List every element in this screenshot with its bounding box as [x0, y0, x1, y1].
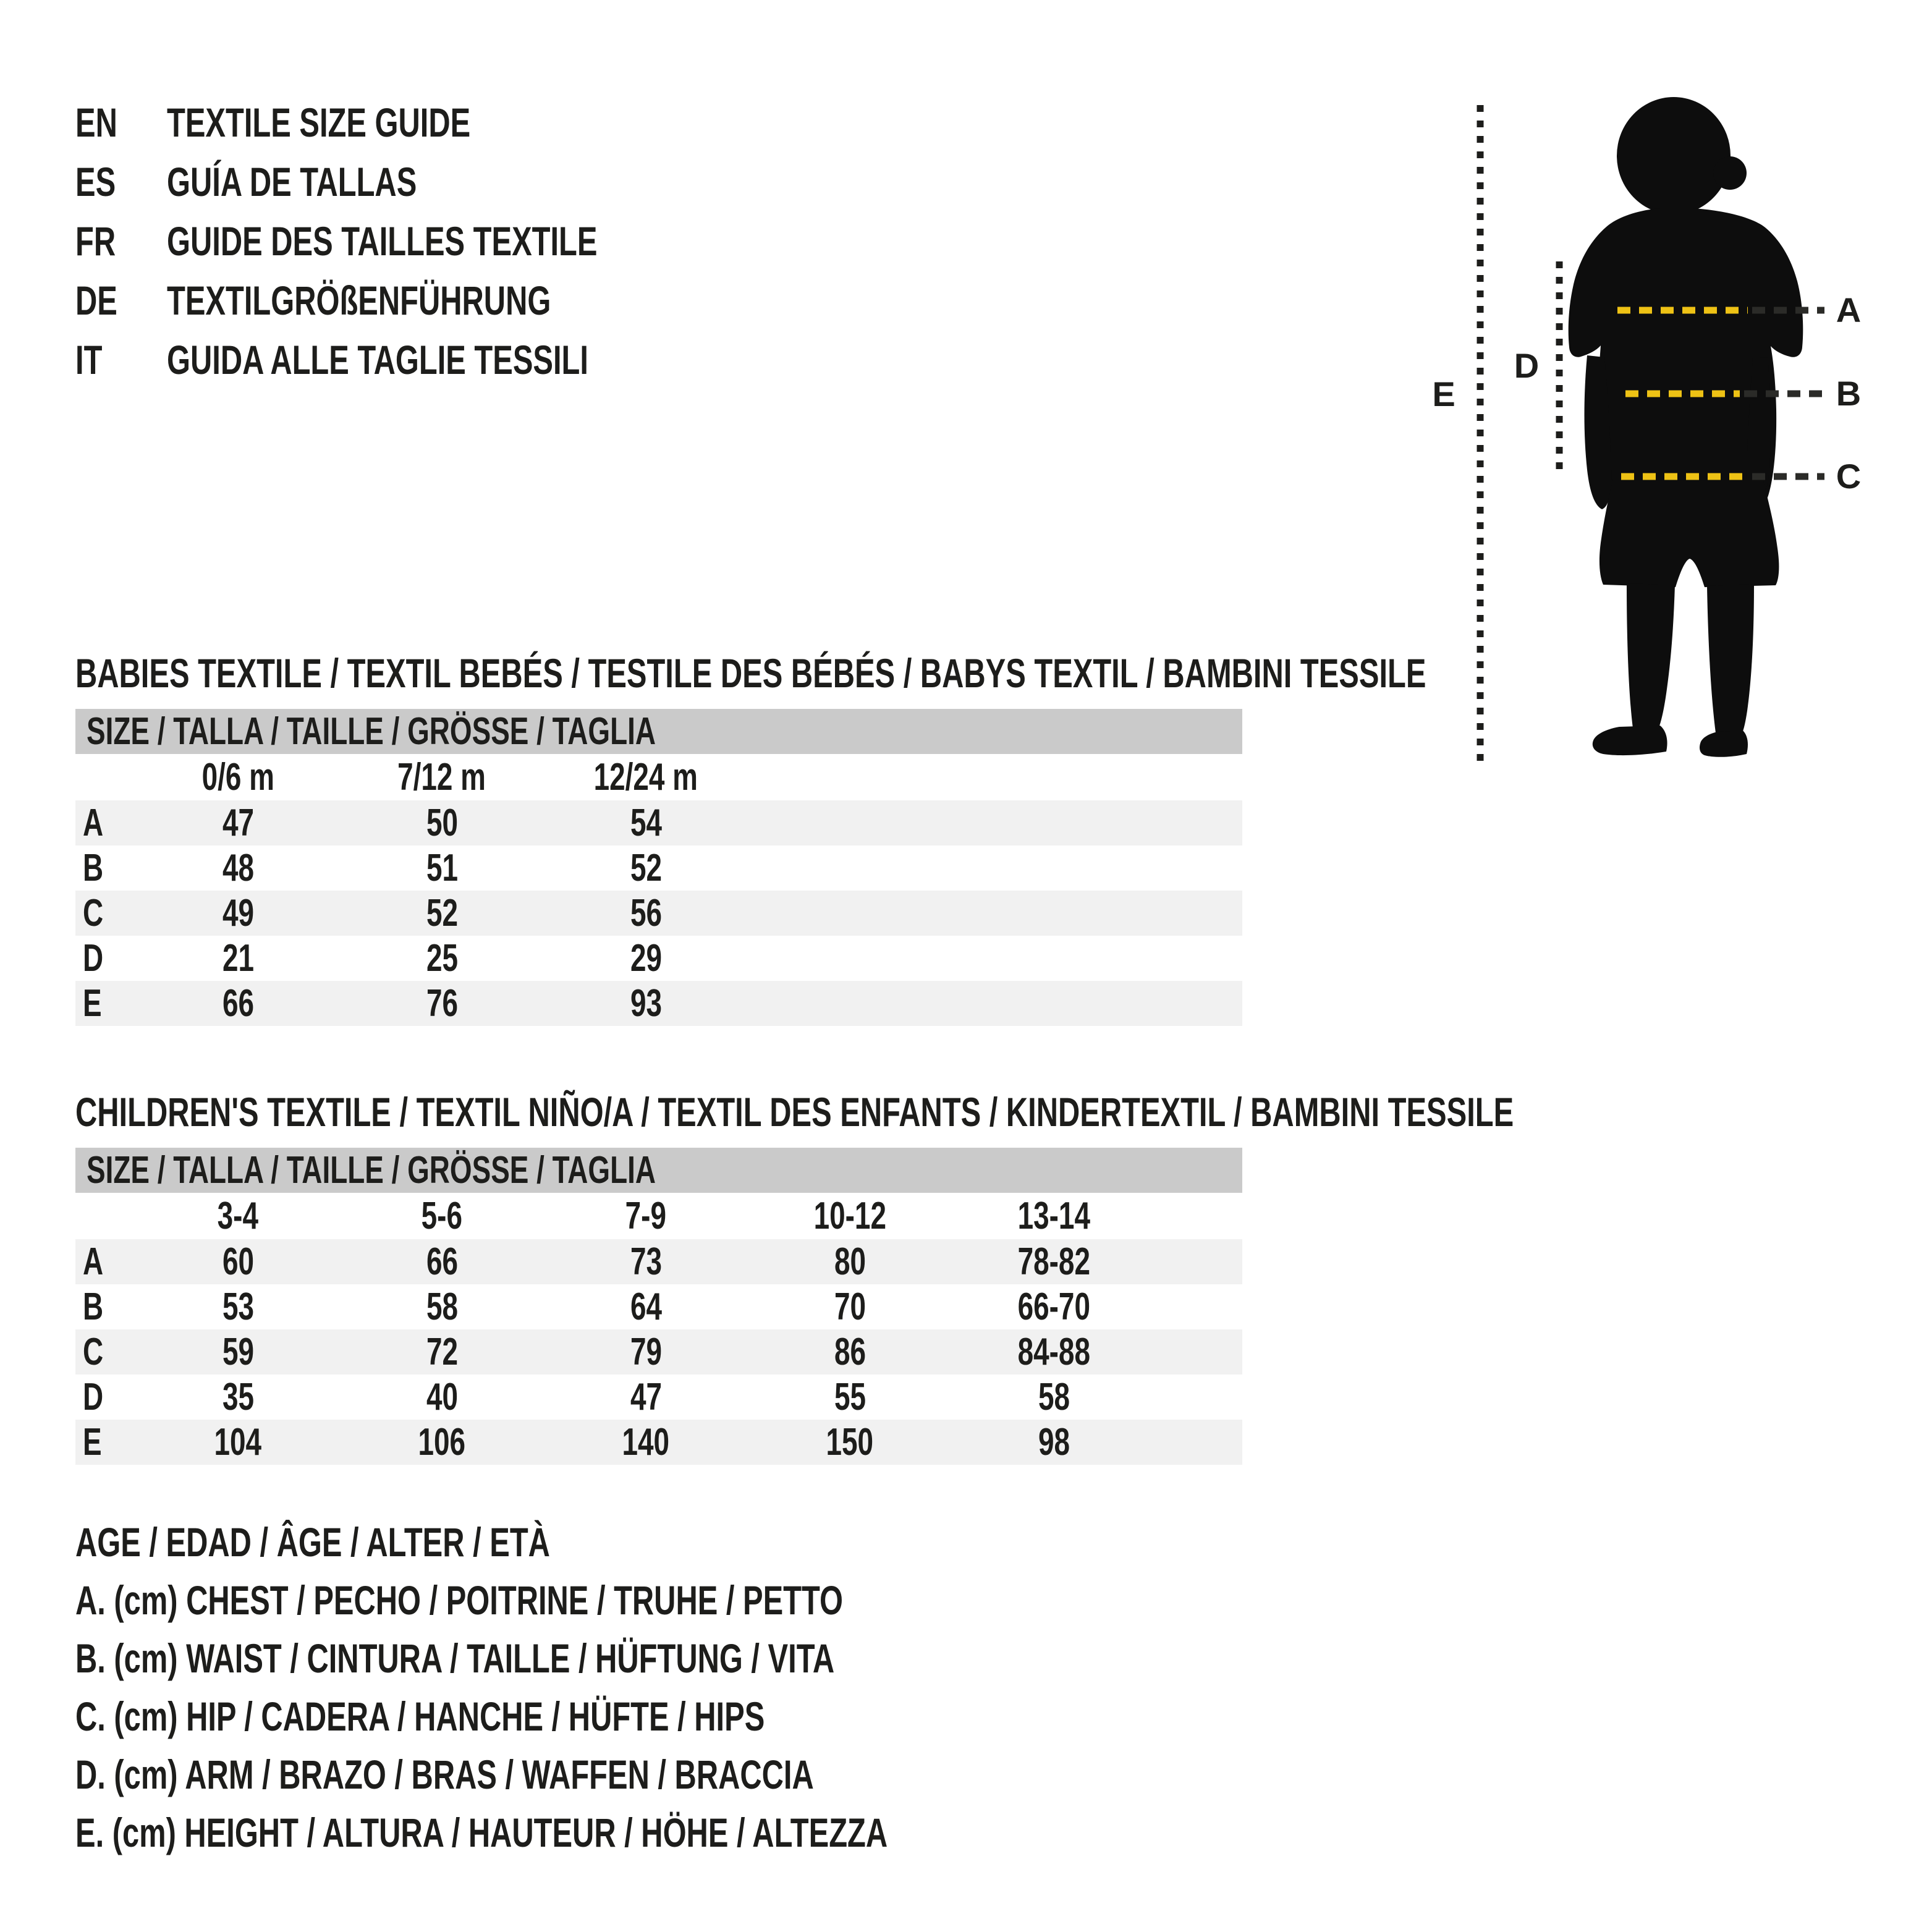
children-col-7-9: 7-9	[625, 1195, 667, 1237]
cell-value: 66	[426, 1240, 458, 1283]
children-column-header-row	[75, 1193, 1242, 1239]
table-row	[75, 1420, 1242, 1465]
cell-value: 64	[630, 1286, 662, 1328]
cell-value: 60	[222, 1240, 254, 1283]
cell-value: 93	[630, 982, 662, 1025]
cell-value: 52	[630, 847, 662, 889]
figure-label-b: B	[1836, 374, 1862, 413]
row-label: B	[83, 847, 104, 889]
children-size-table	[75, 1148, 1242, 1465]
legend-age-text: AGE / EDAD / ÂGE / ALTER / ETÀ	[75, 1519, 550, 1565]
babies-col-0-6m: 0/6 m	[201, 756, 274, 799]
children-col-13-14: 13-14	[1017, 1195, 1090, 1237]
row-label: E	[83, 982, 102, 1025]
cell-value: 80	[834, 1240, 866, 1283]
babies-column-header-row	[75, 754, 1242, 800]
table-row	[75, 981, 1242, 1026]
row-label: B	[83, 1286, 104, 1328]
cell-value: 47	[222, 802, 254, 844]
babies-size-header-bar	[75, 709, 1242, 754]
figure-label-c: C	[1836, 457, 1862, 496]
row-label: A	[83, 802, 104, 844]
cell-value: 35	[222, 1376, 254, 1418]
table-row	[75, 1375, 1242, 1420]
cell-value: 86	[834, 1331, 866, 1373]
cell-value: 70	[834, 1286, 866, 1328]
cell-value: 21	[222, 937, 254, 980]
table-row	[75, 1329, 1242, 1375]
language-title-list	[75, 93, 748, 389]
legend-waist-text: B. (cm) WAIST / CINTURA / TAILLE / HÜFTUNG / VITA	[75, 1635, 835, 1681]
figure-label-d: D	[1514, 346, 1540, 385]
lang-code-fr: FR	[75, 218, 116, 264]
cell-value: 54	[630, 802, 662, 844]
children-size-header-bar	[75, 1148, 1242, 1193]
cell-value: 52	[426, 892, 458, 934]
table-row	[75, 845, 1242, 891]
lang-code-de: DE	[75, 278, 117, 323]
cell-value: 59	[222, 1331, 254, 1373]
lang-title-en: TEXTILE SIZE GUIDE	[167, 100, 471, 145]
figure-label-e: E	[1432, 375, 1455, 413]
cell-value: 55	[834, 1376, 866, 1418]
children-col-3-4: 3-4	[217, 1195, 259, 1237]
cell-value: 79	[630, 1331, 662, 1373]
cell-value: 25	[426, 937, 458, 980]
children-section-title-text: CHILDREN'S TEXTILE / TEXTIL NIÑO/A / TEXTIL DES ENFANTS / KINDERTEXTIL / BAMBINI TESSILE	[75, 1089, 1514, 1135]
lang-row-es	[75, 152, 748, 211]
table-row	[75, 1284, 1242, 1329]
legend-hip-text: C. (cm) HIP / CADERA / HANCHE / HÜFTE / HIPS	[75, 1693, 765, 1739]
cell-value: 78-82	[1017, 1240, 1090, 1283]
cell-value: 98	[1038, 1421, 1070, 1464]
measurement-legend	[75, 1513, 1173, 1862]
row-label: D	[83, 1376, 104, 1418]
legend-age-line	[75, 1513, 1173, 1571]
table-row	[75, 936, 1242, 981]
lang-title-it: GUIDA ALLE TAGLIE TESSILI	[167, 337, 588, 383]
cell-value: 106	[418, 1421, 466, 1464]
row-label: A	[83, 1240, 104, 1283]
cell-value: 50	[426, 802, 458, 844]
lang-title-fr: GUIDE DES TAILLES TEXTILE	[167, 218, 598, 264]
legend-chest-text: A. (cm) CHEST / PECHO / POITRINE / TRUHE / PETTO	[75, 1577, 843, 1623]
legend-height-text: E. (cm) HEIGHT / ALTURA / HAUTEUR / HÖHE / ALTEZZA	[75, 1810, 888, 1855]
legend-chest-line	[75, 1571, 1173, 1629]
cell-value: 76	[426, 982, 458, 1025]
cell-value: 73	[630, 1240, 662, 1283]
lang-row-fr	[75, 211, 748, 271]
cell-value: 29	[630, 937, 662, 980]
figure-label-a: A	[1836, 290, 1862, 329]
legend-arm-line	[75, 1745, 1173, 1803]
lang-code-es: ES	[75, 159, 116, 205]
cell-value: 49	[222, 892, 254, 934]
legend-arm-text: D. (cm) ARM / BRAZO / BRAS / WAFFEN / BRACCIA	[75, 1752, 814, 1797]
cell-value: 150	[826, 1421, 874, 1464]
cell-value: 140	[622, 1421, 670, 1464]
children-section-title	[75, 1089, 1932, 1135]
cell-value: 47	[630, 1376, 662, 1418]
cell-value: 104	[214, 1421, 262, 1464]
children-col-5-6: 5-6	[421, 1195, 463, 1237]
lang-title-es: GUÍA DE TALLAS	[167, 159, 417, 205]
cell-value: 58	[426, 1286, 458, 1328]
babies-col-7-12m: 7/12 m	[397, 756, 486, 799]
babies-section-title	[75, 650, 1900, 696]
lang-code-it: IT	[75, 337, 103, 383]
lang-title-de: TEXTILGRÖßENFÜHRUNG	[167, 278, 551, 323]
legend-height-line	[75, 1803, 1173, 1862]
cell-value: 72	[426, 1331, 458, 1373]
babies-col-12-24m: 12/24 m	[593, 756, 698, 799]
row-label: C	[83, 892, 104, 934]
table-row	[75, 800, 1242, 845]
lang-row-it	[75, 330, 748, 389]
cell-value: 66	[222, 982, 254, 1025]
babies-size-table	[75, 709, 1242, 1026]
legend-waist-line	[75, 1629, 1173, 1687]
children-size-header-text: SIZE / TALLA / TAILLE / GRÖSSE / TAGLIA	[87, 1149, 656, 1192]
cell-value: 51	[426, 847, 458, 889]
babies-section-title-text: BABIES TEXTILE / TEXTIL BEBÉS / TESTILE DES BÉBÉS / BABYS TEXTIL / BAMBINI TESSILE	[75, 650, 1426, 696]
babies-size-header-text: SIZE / TALLA / TAILLE / GRÖSSE / TAGLIA	[87, 710, 656, 753]
legend-hip-line	[75, 1687, 1173, 1745]
cell-value: 40	[426, 1376, 458, 1418]
cell-value: 66-70	[1017, 1286, 1090, 1328]
row-label: C	[83, 1331, 104, 1373]
children-col-10-12: 10-12	[813, 1195, 886, 1237]
cell-value: 58	[1038, 1376, 1070, 1418]
cell-value: 84-88	[1017, 1331, 1090, 1373]
table-row	[75, 891, 1242, 936]
lang-row-de	[75, 271, 748, 330]
cell-value: 53	[222, 1286, 254, 1328]
row-label: E	[83, 1421, 102, 1464]
table-row	[75, 1239, 1242, 1284]
lang-row-en	[75, 93, 748, 152]
row-label: D	[83, 937, 104, 980]
cell-value: 48	[222, 847, 254, 889]
cell-value: 56	[630, 892, 662, 934]
lang-code-en: EN	[75, 100, 117, 145]
